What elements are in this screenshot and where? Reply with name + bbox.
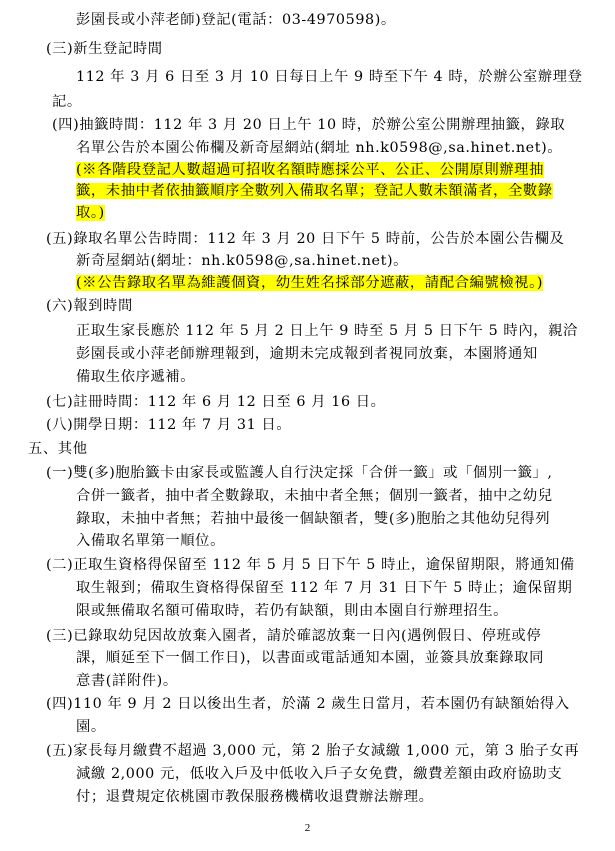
item-1: (一)雙(多)胞胎籤卡由家長或監護人自行決定採「合併一籤」或「個別一籤」, bbox=[46, 465, 553, 481]
text-line: 名單公告於本園公佈欄及新奇屋網站(網址 nh.k0598@,sa.hinet.net)。 bbox=[76, 140, 563, 156]
text-line: 減繳 2,000 元，低收入戶及中低收入戶子女免費，繳費差額由政府協助支 bbox=[76, 766, 563, 782]
section-heading-8: (八)開學日期：112 年 7 月 31 日。 bbox=[46, 417, 292, 433]
highlight-text: 籤，未抽中者依抽籤順序全數列入備取名單；登記人數未額滿者，全數錄 bbox=[76, 183, 553, 199]
text-line: 112 年 3 月 6 日至 3 月 10 日每日上午 9 時至下午 4 時，於辦公室辦理登 bbox=[76, 69, 583, 85]
chapter-heading-5: 五、其他 bbox=[28, 441, 88, 457]
text-line: 意書(詳附件)。 bbox=[76, 673, 178, 689]
section-heading-5: (五)錄取名單公告時間：112 年 3 月 20 日下午 5 時前，公告於本園公告欄及 bbox=[46, 231, 565, 247]
page-number: 2 bbox=[304, 822, 311, 834]
item-4: (四)110 年 9 月 2 日以後出生者，於滿 2 歲生日當月，若本園仍有缺額始得入 bbox=[46, 696, 570, 712]
text-line: 彭園長或小萍老師)登記(電話：03-4970598)。 bbox=[76, 12, 396, 28]
text-line: 課，順延至下一個工作日)，以書面或電話通知本園，並簽具放棄錄取同 bbox=[76, 650, 544, 666]
text-line: 合併一籤者，抽中者全數錄取，未抽中者全無；個別一籤者，抽中之幼兒 bbox=[76, 488, 553, 504]
highlight-text: (※各階段登記人數超過可招收名額時應採公平、公正、公開原則辦理抽 bbox=[76, 162, 544, 178]
text-line: 備取生依序遞補。 bbox=[76, 369, 196, 385]
text-line: 正取生家長應於 112 年 5 月 2 日上午 9 時至 5 月 5 日下午 5 時內，親洽 bbox=[76, 323, 578, 339]
highlighted-note bbox=[76, 273, 543, 294]
text-line: 入備取名單第一順位。 bbox=[76, 533, 225, 549]
item-2: (二)正取生資格得保留至 112 年 5 月 5 日下午 5 時止，逾保留期限，將通知備 bbox=[46, 557, 575, 573]
text-line: 彭園長或小萍老師辦理報到，逾期未完成報到者視同放棄，本園將通知 bbox=[76, 346, 538, 362]
section-heading-3: (三)新生登記時間 bbox=[46, 41, 163, 57]
highlighted-note bbox=[76, 181, 553, 202]
text-line: 錄取，未抽中者無；若抽中最後一個缺額者，雙(多)胞胎之其他幼兒得列 bbox=[76, 511, 551, 527]
text-line: 記。 bbox=[52, 94, 82, 110]
text-line: 付；退費規定依桃園市教保服務機構收退費辦法辦理。 bbox=[76, 789, 434, 805]
text-line: 新奇屋網站(網址：nh.k0598@,sa.hinet.net)。 bbox=[76, 253, 409, 269]
highlighted-note bbox=[76, 203, 105, 224]
text-line: 取生報到；備取生資格得保留至 112 年 7 月 31 日下午 5 時止；逾保留期 bbox=[76, 580, 573, 596]
text-line: 園。 bbox=[76, 719, 106, 735]
highlight-text: 取。) bbox=[76, 205, 105, 221]
highlight-text: (※公告錄取名單為維護個資，幼生姓名採部分遮蔽，請配合編號檢視。) bbox=[76, 275, 544, 291]
section-heading-4: (四)抽籤時間：112 年 3 月 20 日上午 10 時，於辦公室公開辦理抽籤，錄取 bbox=[52, 117, 566, 133]
section-heading-6: (六)報到時間 bbox=[46, 298, 133, 314]
item-3: (三)已錄取幼兒因故放棄入園者，請於確認放棄一日內(遇例假日、停班或停 bbox=[46, 628, 542, 644]
text-line: 限或無備取名額可備取時，若仍有缺額，則由本園自行辦理招生。 bbox=[76, 603, 509, 619]
highlighted-note bbox=[76, 160, 544, 181]
item-5: (五)家長每月繳費不超過 3,000 元，第 2 胎子女減繳 1,000 元，第 3 胎子女再 bbox=[46, 743, 580, 759]
section-heading-7: (七)註冊時間：112 年 6 月 12 日至 6 月 16 日。 bbox=[46, 394, 386, 410]
